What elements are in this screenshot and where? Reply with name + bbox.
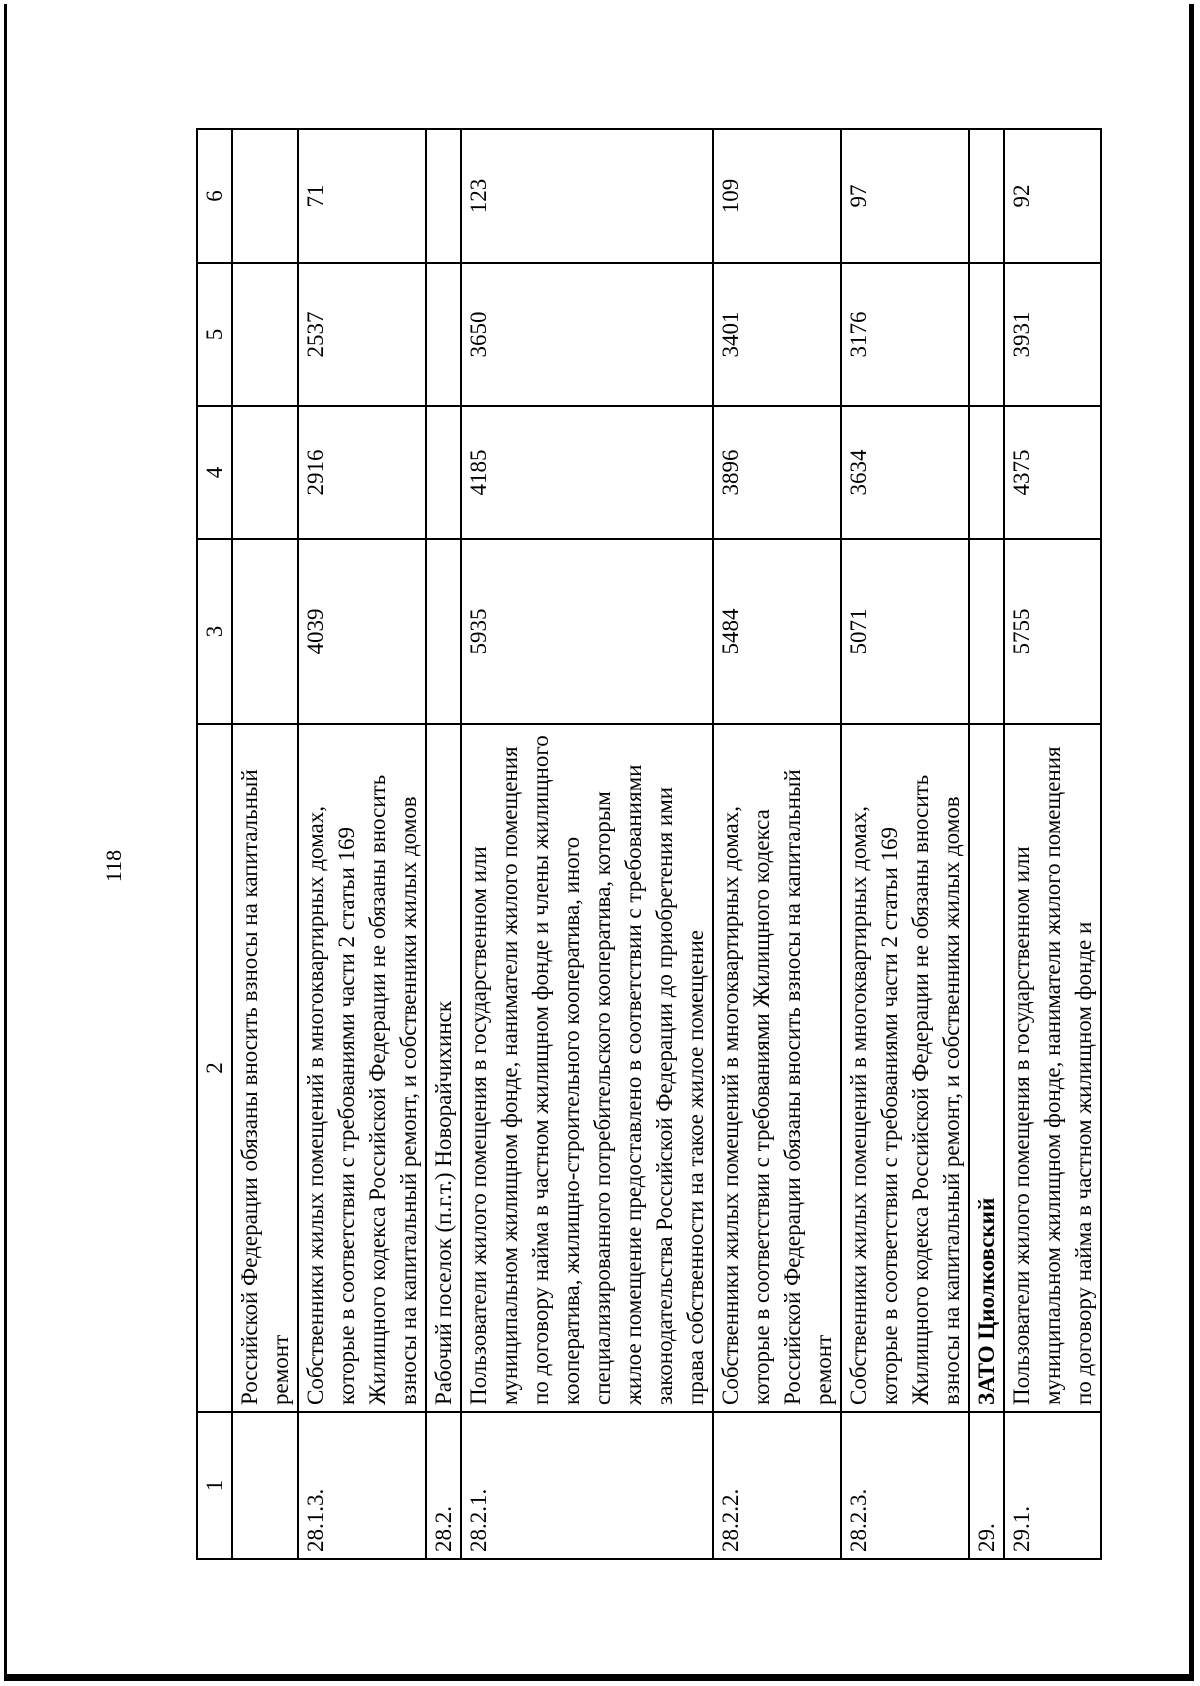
header-cell-1: 1 [197,1412,232,1559]
row-value-4: 4185 [461,406,713,539]
page-number-container [98,846,130,886]
row-code: 29.1. [1004,1412,1101,1559]
row-code: 28.2.2. [713,1412,841,1559]
row-description: Пользователи жилого помещения в государственном или муниципальном жилищном фонде, наниматели жилого помещения по договору найма в частном жилищном фонде и [1004,724,1101,1412]
row-code: 28.2. [426,1412,461,1559]
row-description: ЗАТО Циолковский [969,724,1004,1412]
row-value-4 [969,406,1004,539]
row-value-4 [426,406,461,539]
row-value-6 [969,129,1004,263]
row-value-6: 92 [1004,129,1101,263]
row-value-5 [969,263,1004,406]
tariff-table [196,128,1102,1560]
table-row [841,129,969,1559]
header-cell-4: 4 [197,406,232,539]
row-value-3: 5071 [841,539,969,724]
section-row [969,129,1004,1559]
row-description: Собственники жилых помещений в многоквартирных домах, которые в соответствии с требованиями Жилищного кодекса Российской Федерации обязаны вносить взносы на капитальный ремонт [713,724,841,1412]
table-row [713,129,841,1559]
row-description: Собственники жилых помещений в многоквартирных домах, которые в соответствии с требованиями части 2 статьи 169 Жилищного кодекса Российской Федерации не обязаны вносить взносы на капитальный ремонт, и собственники жилых домов [841,724,969,1412]
row-value-4: 3634 [841,406,969,539]
row-code [232,1412,298,1559]
row-value-6: 97 [841,129,969,263]
row-value-5: 3650 [461,263,713,406]
rotated-table-container [196,130,1096,1560]
row-value-4: 3896 [713,406,841,539]
row-value-6: 123 [461,129,713,263]
row-value-3: 5484 [713,539,841,724]
row-value-4: 4375 [1004,406,1101,539]
row-value-5: 3931 [1004,263,1101,406]
row-value-6 [232,129,298,263]
header-cell-2: 2 [197,724,232,1412]
row-value-5 [426,263,461,406]
row-value-3 [969,539,1004,724]
table-row [1004,129,1101,1559]
row-value-5: 3401 [713,263,841,406]
row-value-3 [426,539,461,724]
table-row [298,129,426,1559]
row-value-3: 5755 [1004,539,1101,724]
row-value-5 [232,263,298,406]
row-value-4 [232,406,298,539]
header-cell-3: 3 [197,539,232,724]
row-description: Рабочий поселок (п.г.т.) Новорайчихинск [426,724,461,1412]
row-description: Собственники жилых помещений в многоквартирных домах, которые в соответствии с требованиями части 2 статьи 169 Жилищного кодекса Российской Федерации не обязаны вносить взносы на капитальный ремонт, и собственники жилых домов [298,724,426,1412]
row-description: Пользователи жилого помещения в государственном или муниципальном жилищном фонде, наниматели жилого помещения по договору найма в частном жилищном фонде и члены жилищного кооператива, жилищно-строительного кооператива, иного специализированного потребительского кооператива, которым жилое помещение предоставлено в соответствии с требованиями законодательства Российской Федерации до приобретения ими права собственности на такое жилое помещение [461,724,713,1412]
header-cell-5: 5 [197,263,232,406]
row-code: 28.2.1. [461,1412,713,1559]
section-row [426,129,461,1559]
row-code: 28.1.3. [298,1412,426,1559]
row-value-6 [426,129,461,263]
row-value-5: 3176 [841,263,969,406]
row-value-3 [232,539,298,724]
row-value-3: 5935 [461,539,713,724]
row-value-6: 109 [713,129,841,263]
row-value-4: 2916 [298,406,426,539]
header-row [197,129,232,1559]
row-description: Российской Федерации обязаны вносить взносы на капитальный ремонт [232,724,298,1412]
table-row [461,129,713,1559]
table-row [232,129,298,1559]
row-value-3: 4039 [298,539,426,724]
page-number: 118 [101,849,126,883]
row-code: 28.2.3. [841,1412,969,1559]
row-value-6: 71 [298,129,426,263]
row-code: 29. [969,1412,1004,1559]
row-value-5: 2537 [298,263,426,406]
header-cell-6: 6 [197,129,232,263]
